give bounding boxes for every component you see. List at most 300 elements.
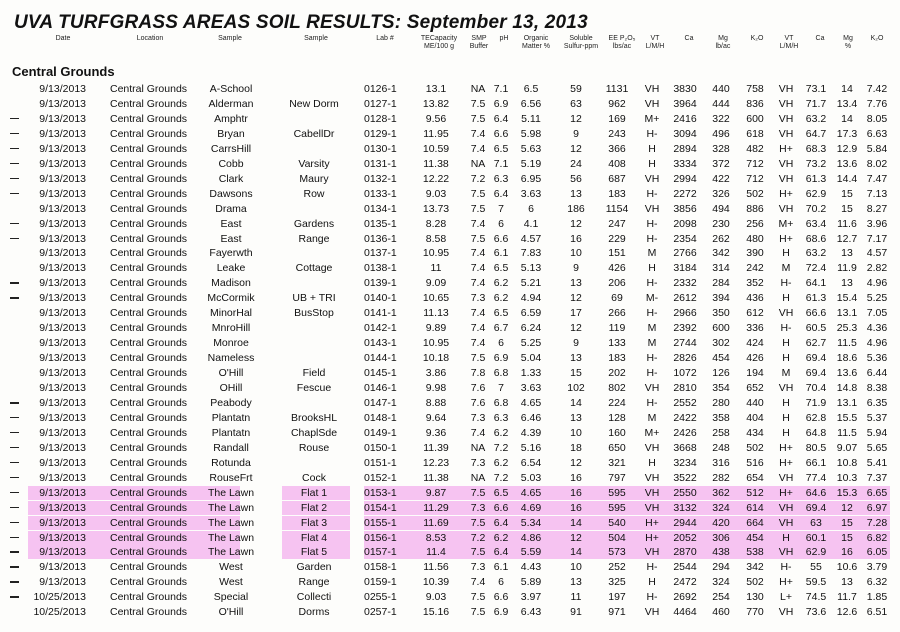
cell-mgp: 10.8 [836,456,858,469]
cell-k: 836 [746,97,764,110]
cell-eep: 971 [608,606,626,619]
cell-ph: 6.6 [493,232,509,245]
cell-s1: Amphtr [214,112,248,125]
cell-s1: West [219,561,243,574]
cell-mgp: 15.3 [836,486,858,499]
cell-vt: VH [644,486,660,499]
cell-om: 5.89 [520,576,542,589]
cell-sol: 11 [570,591,582,604]
cell-lab: 0137-1 [364,247,397,260]
table-row [0,275,900,291]
cell-ca: 2552 [673,396,697,409]
cell-s1: Dawsons [209,187,253,200]
cell-tec: 9.03 [425,187,447,200]
cell-ph: 7.1 [493,157,509,170]
cell-s2: Cottage [295,262,333,275]
cell-mg: 306 [712,531,730,544]
cell-tec: 15.16 [422,606,450,619]
table-row [0,544,900,560]
cell-loc: Central Grounds [110,441,188,454]
cell-s1: RouseFrt [209,471,253,484]
cell-mgp: 15 [841,202,853,215]
cell-k: 390 [746,247,764,260]
cell-loc: Central Grounds [110,516,188,529]
cell-mg: 438 [712,546,730,559]
cell-kp: 6.63 [866,127,888,140]
table-row [0,126,900,142]
table-row [0,515,900,531]
cell-k: 664 [746,516,764,529]
pen-tick-mark [10,566,19,568]
cell-s1: Monroe [213,337,249,350]
cell-tec: 11.38 [423,471,449,484]
cell-om: 6.56 [520,97,542,110]
cell-mg: 258 [712,426,730,439]
cell-mgp: 18.6 [836,352,858,365]
cell-s2: Garden [296,561,332,574]
cell-vt2: M [781,367,791,380]
cell-tec: 10.65 [422,292,450,305]
cell-date: 9/13/2013 [39,232,86,245]
cell-date: 9/13/2013 [39,187,86,200]
cell-cap: 69.4 [805,367,827,380]
cell-smp: 7.3 [470,292,486,305]
cell-loc: Central Grounds [110,531,188,544]
cell-s2: BrooksHL [290,411,338,424]
cell-eep: 408 [608,157,626,170]
cell-lab: 0142-1 [364,322,397,335]
col-header-mg: Mg lb/ac [715,35,731,50]
cell-tec: 11.39 [423,441,449,454]
cell-date: 9/13/2013 [39,382,86,394]
cell-tec: 9.36 [425,426,447,439]
cell-sol: 13 [570,411,582,424]
pen-tick-mark [10,223,19,225]
cell-ca: 2766 [673,247,697,260]
cell-mg: 394 [712,292,730,305]
cell-date: 9/13/2013 [39,486,86,499]
cell-mgp: 12.7 [836,232,858,245]
cell-cap: 63 [810,516,822,529]
cell-tec: 10.39 [422,576,450,589]
cell-s2: Row [303,187,325,200]
cell-loc: Central Grounds [110,157,188,170]
cell-sol: 14 [570,516,582,529]
cell-s2: Field [302,367,326,380]
cell-vt: H+ [645,531,659,544]
cell-date: 9/13/2013 [39,202,86,215]
cell-s1: CarrsHill [210,142,252,155]
cell-s1: The Lawn [207,486,255,499]
table-row [0,245,900,261]
page-title: UVA TURFGRASS AREAS SOIL RESULTS: September 13, 2013 [14,12,588,33]
cell-vt: VH [644,83,660,95]
cell-ph: 7.2 [493,441,509,454]
cell-loc: Central Grounds [110,486,188,499]
table-row [0,81,900,97]
cell-ca: 2870 [673,546,697,559]
cell-lab: 0155-1 [364,516,397,529]
cell-om: 5.13 [520,262,542,275]
cell-kp: 5.94 [866,426,888,439]
cell-om: 3.63 [520,382,542,394]
cell-sol: 10 [570,561,582,574]
cell-date: 9/13/2013 [39,142,86,155]
cell-vt: H- [646,367,658,380]
cell-eep: 243 [608,127,626,140]
cell-smp: 7.5 [470,97,486,110]
cell-mgp: 12.6 [836,606,858,619]
cell-cap: 63.4 [805,217,827,230]
cell-ca: 2332 [673,277,697,290]
cell-k: 502 [746,576,764,589]
col-header-eep: EE P₂O₅ lbs/ac [608,35,636,50]
cell-vt2: H [782,531,790,544]
cell-cap: 74.5 [805,591,827,604]
cell-ca: 2098 [673,217,697,230]
cell-mgp: 11.9 [837,262,857,275]
cell-s1: MnroHill [211,322,251,335]
cell-eep: 650 [608,441,626,454]
cell-ph: 6.2 [493,531,509,544]
cell-smp: 7.5 [470,546,486,559]
cell-om: 6 [528,202,534,215]
table-row [0,290,900,306]
cell-sol: 14 [570,396,582,409]
cell-date: 9/13/2013 [39,516,86,529]
cell-mgp: 13.4 [836,97,858,110]
cell-eep: 962 [608,97,626,110]
cell-ph: 6.1 [493,247,509,260]
col-header-sample-2: Sample [304,35,328,42]
cell-eep: 595 [608,486,626,499]
cell-date: 9/13/2013 [39,352,86,365]
cell-sol: 13 [570,187,582,200]
cell-lab: 0132-1 [364,172,397,185]
cell-kp: 4.96 [866,337,888,350]
cell-ca: 2392 [673,322,697,335]
cell-date: 9/13/2013 [39,277,86,290]
cell-sol: 12 [570,142,582,155]
cell-date: 9/13/2013 [39,456,86,469]
cell-sol: 13 [570,576,582,589]
cell-lab: 0138-1 [364,262,397,275]
cell-ph: 6.6 [493,501,509,514]
cell-k: 712 [746,172,764,185]
cell-smp: 7.3 [470,456,486,469]
cell-vt: H [648,576,656,589]
pen-tick-mark [10,522,19,524]
cell-sol: 16 [570,501,582,514]
cell-ph: 6.5 [493,142,509,155]
col-header-om: Organic Matter % [521,35,550,50]
cell-sol: 13 [570,352,582,365]
cell-cap: 59.5 [805,576,827,589]
cell-smp: NA [470,471,486,484]
cell-mg: 322 [712,112,730,125]
cell-s2: Rouse [298,441,330,454]
cell-vt2: M+ [778,217,794,230]
cell-ph: 6.9 [493,97,509,110]
cell-ph: 6 [498,217,504,230]
pen-tick-mark [10,447,19,449]
cell-vt2: H- [780,322,792,335]
cell-smp: 7.5 [470,606,486,619]
cell-date: 9/13/2013 [39,367,86,380]
cell-tec: 11.29 [423,501,449,514]
cell-mg: 460 [712,606,730,619]
cell-s2: ChaplSde [290,426,338,439]
cell-sol: 16 [570,471,582,484]
cell-k: 352 [746,277,764,290]
cell-om: 6.54 [520,456,542,469]
cell-cap: 71.9 [805,396,827,409]
cell-om: 5.16 [520,441,542,454]
cell-mgp: 11.6 [837,217,857,230]
cell-sol: 16 [570,486,582,499]
cell-vt: H- [646,217,658,230]
cell-om: 4.65 [520,396,542,409]
cell-lab: 0134-1 [364,202,397,215]
cell-kp: 6.51 [866,606,888,619]
cell-loc: Central Grounds [110,322,188,335]
cell-vt: H- [646,591,658,604]
cell-k: 712 [746,157,764,170]
cell-date: 9/13/2013 [39,247,86,260]
cell-tec: 12.22 [422,172,450,185]
cell-date: 9/13/2013 [39,411,86,424]
cell-smp: 7.4 [470,277,486,290]
cell-vt: H- [646,127,658,140]
pen-tick-mark [10,238,19,240]
cell-ph: 6.5 [493,486,509,499]
cell-k: 538 [746,546,764,559]
cell-vt2: VH [778,172,794,185]
cell-ph: 6.5 [493,262,509,275]
cell-tec: 8.58 [425,232,447,245]
pen-tick-mark [10,537,19,539]
cell-ca: 3830 [673,83,697,95]
cell-s1: Clark [218,172,244,185]
cell-date: 9/13/2013 [39,471,86,484]
pen-tick-mark [10,581,19,583]
cell-sol: 10 [570,247,582,260]
cell-vt2: VH [778,546,794,559]
cell-kp: 6.44 [866,367,888,380]
cell-ca: 2692 [673,591,697,604]
cell-mg: 420 [712,516,730,529]
cell-s2: Flat 3 [300,516,328,529]
cell-vt: H [648,157,656,170]
cell-kp: 7.17 [866,232,888,245]
col-header-smp: SMP Buffer [469,35,489,50]
cell-k: 614 [746,501,764,514]
cell-om: 5.11 [521,112,541,125]
cell-vt2: VH [778,202,794,215]
cell-ca: 2826 [673,352,697,365]
cell-smp: 7.5 [470,112,486,125]
cell-eep: 224 [608,396,626,409]
cell-mgp: 9.07 [836,441,858,454]
cell-mg: 230 [712,217,730,230]
cell-tec: 9.56 [425,112,447,125]
cell-kp: 4.57 [866,247,888,260]
table-row [0,604,900,620]
cell-eep: 325 [608,576,626,589]
cell-k: 482 [746,142,764,155]
cell-vt2: VH [778,382,794,394]
cell-smp: 7.4 [470,247,486,260]
cell-cap: 77.4 [805,471,827,484]
cell-vt: VH [644,606,660,619]
cell-cap: 68.3 [805,142,827,155]
cell-s2: New Dorm [289,97,339,110]
table-row [0,500,900,516]
cell-kp: 5.37 [866,411,888,424]
cell-cap: 62.9 [805,546,827,559]
cell-mg: 262 [712,232,730,245]
cell-tec: 9.09 [425,277,447,290]
cell-date: 9/13/2013 [39,531,86,544]
cell-sol: 186 [567,202,585,215]
cell-ph: 6.1 [493,561,509,574]
cell-sol: 16 [570,232,582,245]
cell-vt2: M [781,262,791,275]
pen-tick-mark [10,462,19,464]
cell-s1: Madison [211,277,251,290]
cell-ph: 7 [498,382,504,394]
cell-vt2: H+ [779,232,793,245]
cell-kp: 8.02 [866,157,888,170]
col-header-ca-pct: Ca [815,35,825,42]
cell-s1: Nameless [207,352,255,365]
cell-loc: Central Grounds [110,396,188,409]
cell-s2: Dorms [298,606,330,619]
cell-eep: 69 [611,292,623,305]
col-header-vt: VT L/M/H [645,35,665,50]
cell-mg: 494 [712,202,730,215]
cell-kp: 6.35 [866,396,888,409]
cell-vt: H- [646,352,658,365]
cell-s2: UB + TRI [292,292,336,305]
cell-s1: Alderman [208,97,254,110]
pen-tick-mark [10,297,19,299]
cell-loc: Central Grounds [110,262,188,275]
cell-vt: H [648,456,656,469]
cell-lab: 0144-1 [364,352,397,365]
cell-date: 9/13/2013 [39,172,86,185]
cell-mg: 362 [712,486,730,499]
cell-s2: Range [298,232,330,245]
cell-cap: 62.9 [805,187,827,200]
cell-sol: 59 [570,83,582,95]
cell-vt: VH [644,172,660,185]
table-row [0,365,900,381]
table-row [0,216,900,232]
cell-smp: 7.5 [470,352,486,365]
cell-ph: 6.4 [493,546,509,559]
cell-vt: VH [644,202,660,215]
cell-lab: 0130-1 [364,142,397,155]
cell-kp: 5.41 [866,456,888,469]
cell-vt: VH [644,441,660,454]
cell-cap: 69.4 [805,501,827,514]
cell-mg: 254 [712,591,730,604]
cell-loc: Central Grounds [110,546,188,559]
cell-vt: H+ [645,516,659,529]
cell-loc: Central Grounds [110,561,188,574]
cell-ca: 1072 [673,367,697,380]
cell-kp: 2.82 [866,262,888,275]
cell-date: 9/13/2013 [39,546,86,559]
cell-cap: 72.4 [805,262,827,275]
cell-k: 436 [746,292,764,305]
cell-vt: H- [646,396,658,409]
cell-mg: 342 [712,247,730,260]
table-row [0,231,900,247]
pen-tick-mark [10,492,19,494]
cell-cap: 70.4 [805,382,827,394]
cell-sol: 24 [570,157,582,170]
cell-cap: 73.1 [805,83,827,95]
cell-mg: 350 [712,307,730,320]
cell-vt2: VH [778,501,794,514]
cell-vt2: VH [778,127,794,140]
cell-vt: VH [644,546,660,559]
cell-k: 600 [746,112,764,125]
cell-om: 5.98 [520,127,542,140]
cell-s1: Leake [216,262,246,275]
cell-sol: 9 [573,337,579,350]
cell-s1: East [220,217,242,230]
cell-vt2: VH [778,112,794,125]
cell-mgp: 11.5 [837,426,857,439]
cell-eep: 202 [608,367,626,380]
cell-sol: 13 [570,277,582,290]
cell-eep: 426 [608,262,626,275]
cell-loc: Central Grounds [110,97,188,110]
cell-om: 7.83 [520,247,542,260]
cell-ph: 6.2 [493,456,509,469]
cell-kp: 8.27 [866,202,888,215]
cell-om: 5.04 [520,352,542,365]
cell-kp: 5.25 [866,292,888,305]
col-header-location: Location [136,35,164,42]
cell-om: 6.95 [520,172,542,185]
cell-kp: 8.05 [866,112,888,125]
cell-om: 6.5 [523,83,539,95]
cell-date: 9/13/2013 [39,441,86,454]
cell-mgp: 13 [841,576,853,589]
cell-mgp: 13.1 [836,307,858,320]
cell-om: 5.59 [520,546,542,559]
cell-lab: 0148-1 [364,411,397,424]
cell-lab: 0145-1 [364,367,397,380]
cell-date: 9/13/2013 [39,127,86,140]
cell-om: 4.86 [520,531,542,544]
cell-tec: 13.1 [425,83,447,95]
cell-s2: Collecti [296,591,332,604]
col-header-ph: pH [499,35,509,42]
table-row [0,350,900,366]
cell-smp: 7.4 [470,217,486,230]
cell-vt2: VH [778,471,794,484]
table-row [0,485,900,501]
cell-om: 5.19 [520,157,542,170]
cell-k: 502 [746,187,764,200]
cell-mg: 126 [712,367,730,380]
cell-sol: 12 [570,217,582,230]
